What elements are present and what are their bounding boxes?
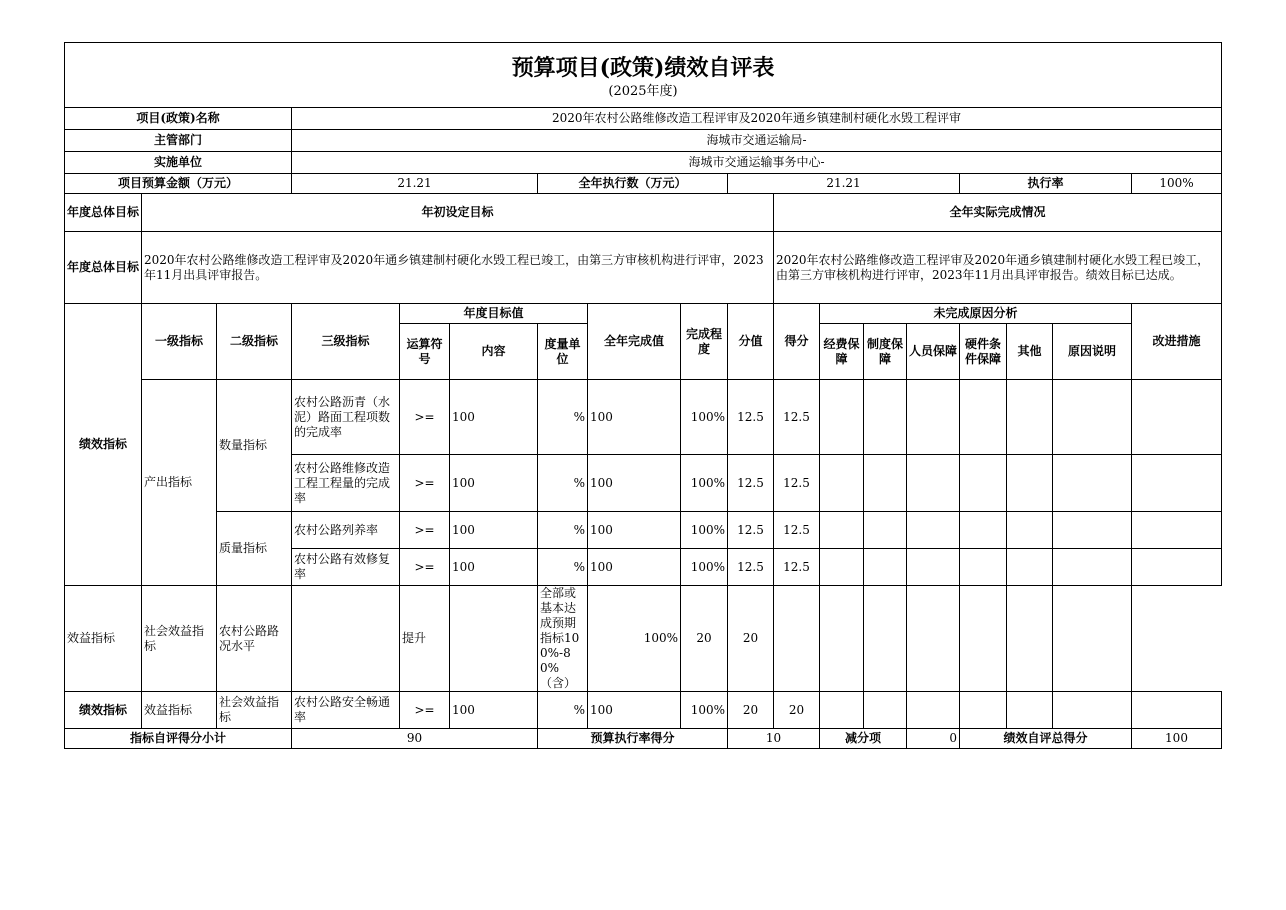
indicator-got: 12.5 <box>774 549 820 586</box>
table-row <box>65 380 1222 455</box>
indicator-name: 农村公路有效修复率 <box>292 549 400 586</box>
dept-row <box>65 130 1222 152</box>
empty-cell <box>1053 549 1132 586</box>
summary-row <box>65 729 1222 749</box>
level3-header: 三级指标 <box>292 304 400 380</box>
actual-goal-text: 2020年农村公路维修改造工程评审及2020年通乡镇建制村硬化水毁工程已竣工，由第三方审核机构进行评审，2023年11月出具评审报告。绩效目标已达成。 <box>774 232 1222 304</box>
perf-group-label-2: 绩效指标 <box>65 692 142 729</box>
empty-cell <box>774 586 820 692</box>
indicator-op: >= <box>400 455 450 512</box>
indicator-name: 农村公路列养率 <box>292 512 400 549</box>
empty-cell <box>1132 455 1222 512</box>
empty-cell <box>820 692 864 729</box>
table-row <box>65 586 1222 692</box>
dept-label: 主管部门 <box>65 130 292 152</box>
empty-cell <box>1053 380 1132 455</box>
op-header: 运算符号 <box>400 324 450 380</box>
page-year: (2025年度) <box>608 84 678 99</box>
initial-goal-label: 年初设定目标 <box>142 194 774 232</box>
empty-cell <box>907 455 960 512</box>
deduct-label: 减分项 <box>820 729 907 749</box>
indicator-degree: 100% <box>681 549 728 586</box>
total-value: 100 <box>1132 729 1222 749</box>
indicator-score: 12.5 <box>728 512 774 549</box>
indicator-actual: 全部或基本达成预期指标100%-80%（含） <box>538 586 588 692</box>
content-header: 内容 <box>450 324 538 380</box>
empty-cell <box>1053 586 1132 692</box>
score-header: 分值 <box>728 304 774 380</box>
indicator-unit: % <box>538 692 588 729</box>
reason-group-header: 未完成原因分析 <box>820 304 1132 324</box>
empty-cell <box>864 380 907 455</box>
indicator-score: 12.5 <box>728 380 774 455</box>
degree-header: 完成程度 <box>681 304 728 380</box>
indicator-content: 100 <box>450 380 538 455</box>
output-label: 产出指标 <box>142 380 217 586</box>
empty-cell <box>960 692 1007 729</box>
indicator-score: 12.5 <box>728 455 774 512</box>
empty-cell <box>1132 692 1222 729</box>
indicator-got: 20 <box>774 692 820 729</box>
unit-row <box>65 152 1222 174</box>
indicator-score: 20 <box>681 586 728 692</box>
empty-cell <box>907 380 960 455</box>
indicator-actual: 100 <box>588 380 681 455</box>
indicator-unit: % <box>538 512 588 549</box>
quality-label: 质量指标 <box>217 512 292 586</box>
table-row <box>65 512 1222 549</box>
indicator-unit <box>450 586 538 692</box>
empty-cell <box>960 380 1007 455</box>
reason-system-header: 制度保障 <box>864 324 907 380</box>
empty-cell <box>960 512 1007 549</box>
social-label: 社会效益指标 <box>142 586 217 692</box>
indicator-got: 12.5 <box>774 512 820 549</box>
indicator-name: 农村公路路况水平 <box>217 586 292 692</box>
empty-cell <box>820 586 864 692</box>
indicator-actual: 100 <box>588 692 681 729</box>
unit-value: 海城市交通运输事务中心- <box>292 152 1222 174</box>
quantity-label: 数量指标 <box>217 380 292 512</box>
reason-hardware-header: 硬件条件保障 <box>960 324 1007 380</box>
goals-header-label: 年度总体目标 <box>65 194 142 232</box>
indicator-degree: 100% <box>588 586 681 692</box>
indicator-unit: % <box>538 380 588 455</box>
indicator-unit: % <box>538 549 588 586</box>
indicator-op: >= <box>400 692 450 729</box>
exec-label: 全年执行数（万元） <box>538 174 728 194</box>
empty-cell <box>960 586 1007 692</box>
exec-value: 21.21 <box>728 174 960 194</box>
improve-header: 改进措施 <box>1132 304 1222 380</box>
goals-row-label: 年度总体目标 <box>65 232 142 304</box>
indicator-score: 12.5 <box>728 549 774 586</box>
budget-label: 项目预算金额（万元） <box>65 174 292 194</box>
indicator-header-row-1 <box>65 304 1222 324</box>
empty-cell <box>864 512 907 549</box>
level2-header: 二级指标 <box>217 304 292 380</box>
benefit-label-2: 效益指标 <box>142 692 217 729</box>
empty-cell <box>1132 512 1222 549</box>
empty-cell <box>820 549 864 586</box>
indicator-got: 12.5 <box>774 380 820 455</box>
empty-cell <box>907 692 960 729</box>
indicator-op <box>292 586 400 692</box>
empty-cell <box>907 512 960 549</box>
budget-score-value: 10 <box>728 729 820 749</box>
subtotal-label: 指标自评得分小计 <box>65 729 292 749</box>
empty-cell <box>1053 512 1132 549</box>
empty-cell <box>907 549 960 586</box>
rate-label: 执行率 <box>960 174 1132 194</box>
project-label: 项目(政策)名称 <box>65 108 292 130</box>
empty-cell <box>1007 586 1053 692</box>
table-row <box>65 692 1222 729</box>
project-value: 2020年农村公路维修改造工程评审及2020年通乡镇建制村硬化水毁工程评审 <box>292 108 1222 130</box>
evaluation-table <box>64 42 1222 749</box>
empty-cell <box>1007 692 1053 729</box>
budget-score-label: 预算执行率得分 <box>538 729 728 749</box>
indicator-op: >= <box>400 512 450 549</box>
indicator-score: 20 <box>728 692 774 729</box>
actual-header: 全年完成值 <box>588 304 681 380</box>
evaluation-sheet <box>64 42 1221 749</box>
empty-cell <box>1007 380 1053 455</box>
indicator-unit: % <box>538 455 588 512</box>
level1-header: 一级指标 <box>142 304 217 380</box>
unit-label: 实施单位 <box>65 152 292 174</box>
initial-goal-text: 2020年农村公路维修改造工程评审及2020年通乡镇建制村硬化水毁工程已竣工，由第三方审核机构进行评审，2023年11月出具评审报告。 <box>142 232 774 304</box>
indicator-degree: 100% <box>681 512 728 549</box>
reason-funding-header: 经费保障 <box>820 324 864 380</box>
indicator-got: 20 <box>728 586 774 692</box>
indicator-content: 100 <box>450 512 538 549</box>
goals-header-row <box>65 194 1222 232</box>
target-group-header: 年度目标值 <box>400 304 588 324</box>
indicator-content: 提升 <box>400 586 450 692</box>
reason-note-header: 原因说明 <box>1053 324 1132 380</box>
goals-row <box>65 232 1222 304</box>
indicator-name: 农村公路维修改造工程工程量的完成率 <box>292 455 400 512</box>
subtotal-value: 90 <box>292 729 538 749</box>
benefit-label: 效益指标 <box>65 586 142 692</box>
indicator-name: 农村公路安全畅通率 <box>292 692 400 729</box>
empty-cell <box>1007 512 1053 549</box>
deduct-value: 0 <box>907 729 960 749</box>
empty-cell <box>864 586 907 692</box>
rate-value: 100% <box>1132 174 1222 194</box>
empty-cell <box>1007 455 1053 512</box>
indicator-content: 100 <box>450 455 538 512</box>
empty-cell <box>1007 549 1053 586</box>
budget-row <box>65 174 1222 194</box>
budget-value: 21.21 <box>292 174 538 194</box>
perf-group-label: 绩效指标 <box>65 304 142 586</box>
empty-cell <box>1053 692 1132 729</box>
title-row <box>65 43 1222 108</box>
empty-cell <box>1053 455 1132 512</box>
empty-cell <box>1132 549 1222 586</box>
empty-cell <box>820 380 864 455</box>
empty-cell <box>820 512 864 549</box>
social-label-2: 社会效益指标 <box>217 692 292 729</box>
indicator-degree: 100% <box>681 692 728 729</box>
indicator-actual: 100 <box>588 549 681 586</box>
project-row <box>65 108 1222 130</box>
page-title: 预算项目(政策)绩效自评表 <box>511 55 775 81</box>
empty-cell <box>820 455 864 512</box>
total-label: 绩效自评总得分 <box>960 729 1132 749</box>
title-cell <box>65 43 1222 108</box>
indicator-content: 100 <box>450 549 538 586</box>
unit-header: 度量单位 <box>538 324 588 380</box>
reason-other-header: 其他 <box>1007 324 1053 380</box>
indicator-got: 12.5 <box>774 455 820 512</box>
got-header: 得分 <box>774 304 820 380</box>
empty-cell <box>864 692 907 729</box>
indicator-op: >= <box>400 549 450 586</box>
reason-staff-header: 人员保障 <box>907 324 960 380</box>
empty-cell <box>1132 380 1222 455</box>
actual-goal-label: 全年实际完成情况 <box>774 194 1222 232</box>
indicator-name: 农村公路沥青（水泥）路面工程项数的完成率 <box>292 380 400 455</box>
empty-cell <box>960 549 1007 586</box>
empty-cell <box>960 455 1007 512</box>
empty-cell <box>907 586 960 692</box>
empty-cell <box>864 549 907 586</box>
indicator-degree: 100% <box>681 455 728 512</box>
indicator-degree: 100% <box>681 380 728 455</box>
indicator-actual: 100 <box>588 512 681 549</box>
indicator-actual: 100 <box>588 455 681 512</box>
indicator-op: >= <box>400 380 450 455</box>
indicator-content: 100 <box>450 692 538 729</box>
empty-cell <box>864 455 907 512</box>
dept-value: 海城市交通运输局- <box>292 130 1222 152</box>
